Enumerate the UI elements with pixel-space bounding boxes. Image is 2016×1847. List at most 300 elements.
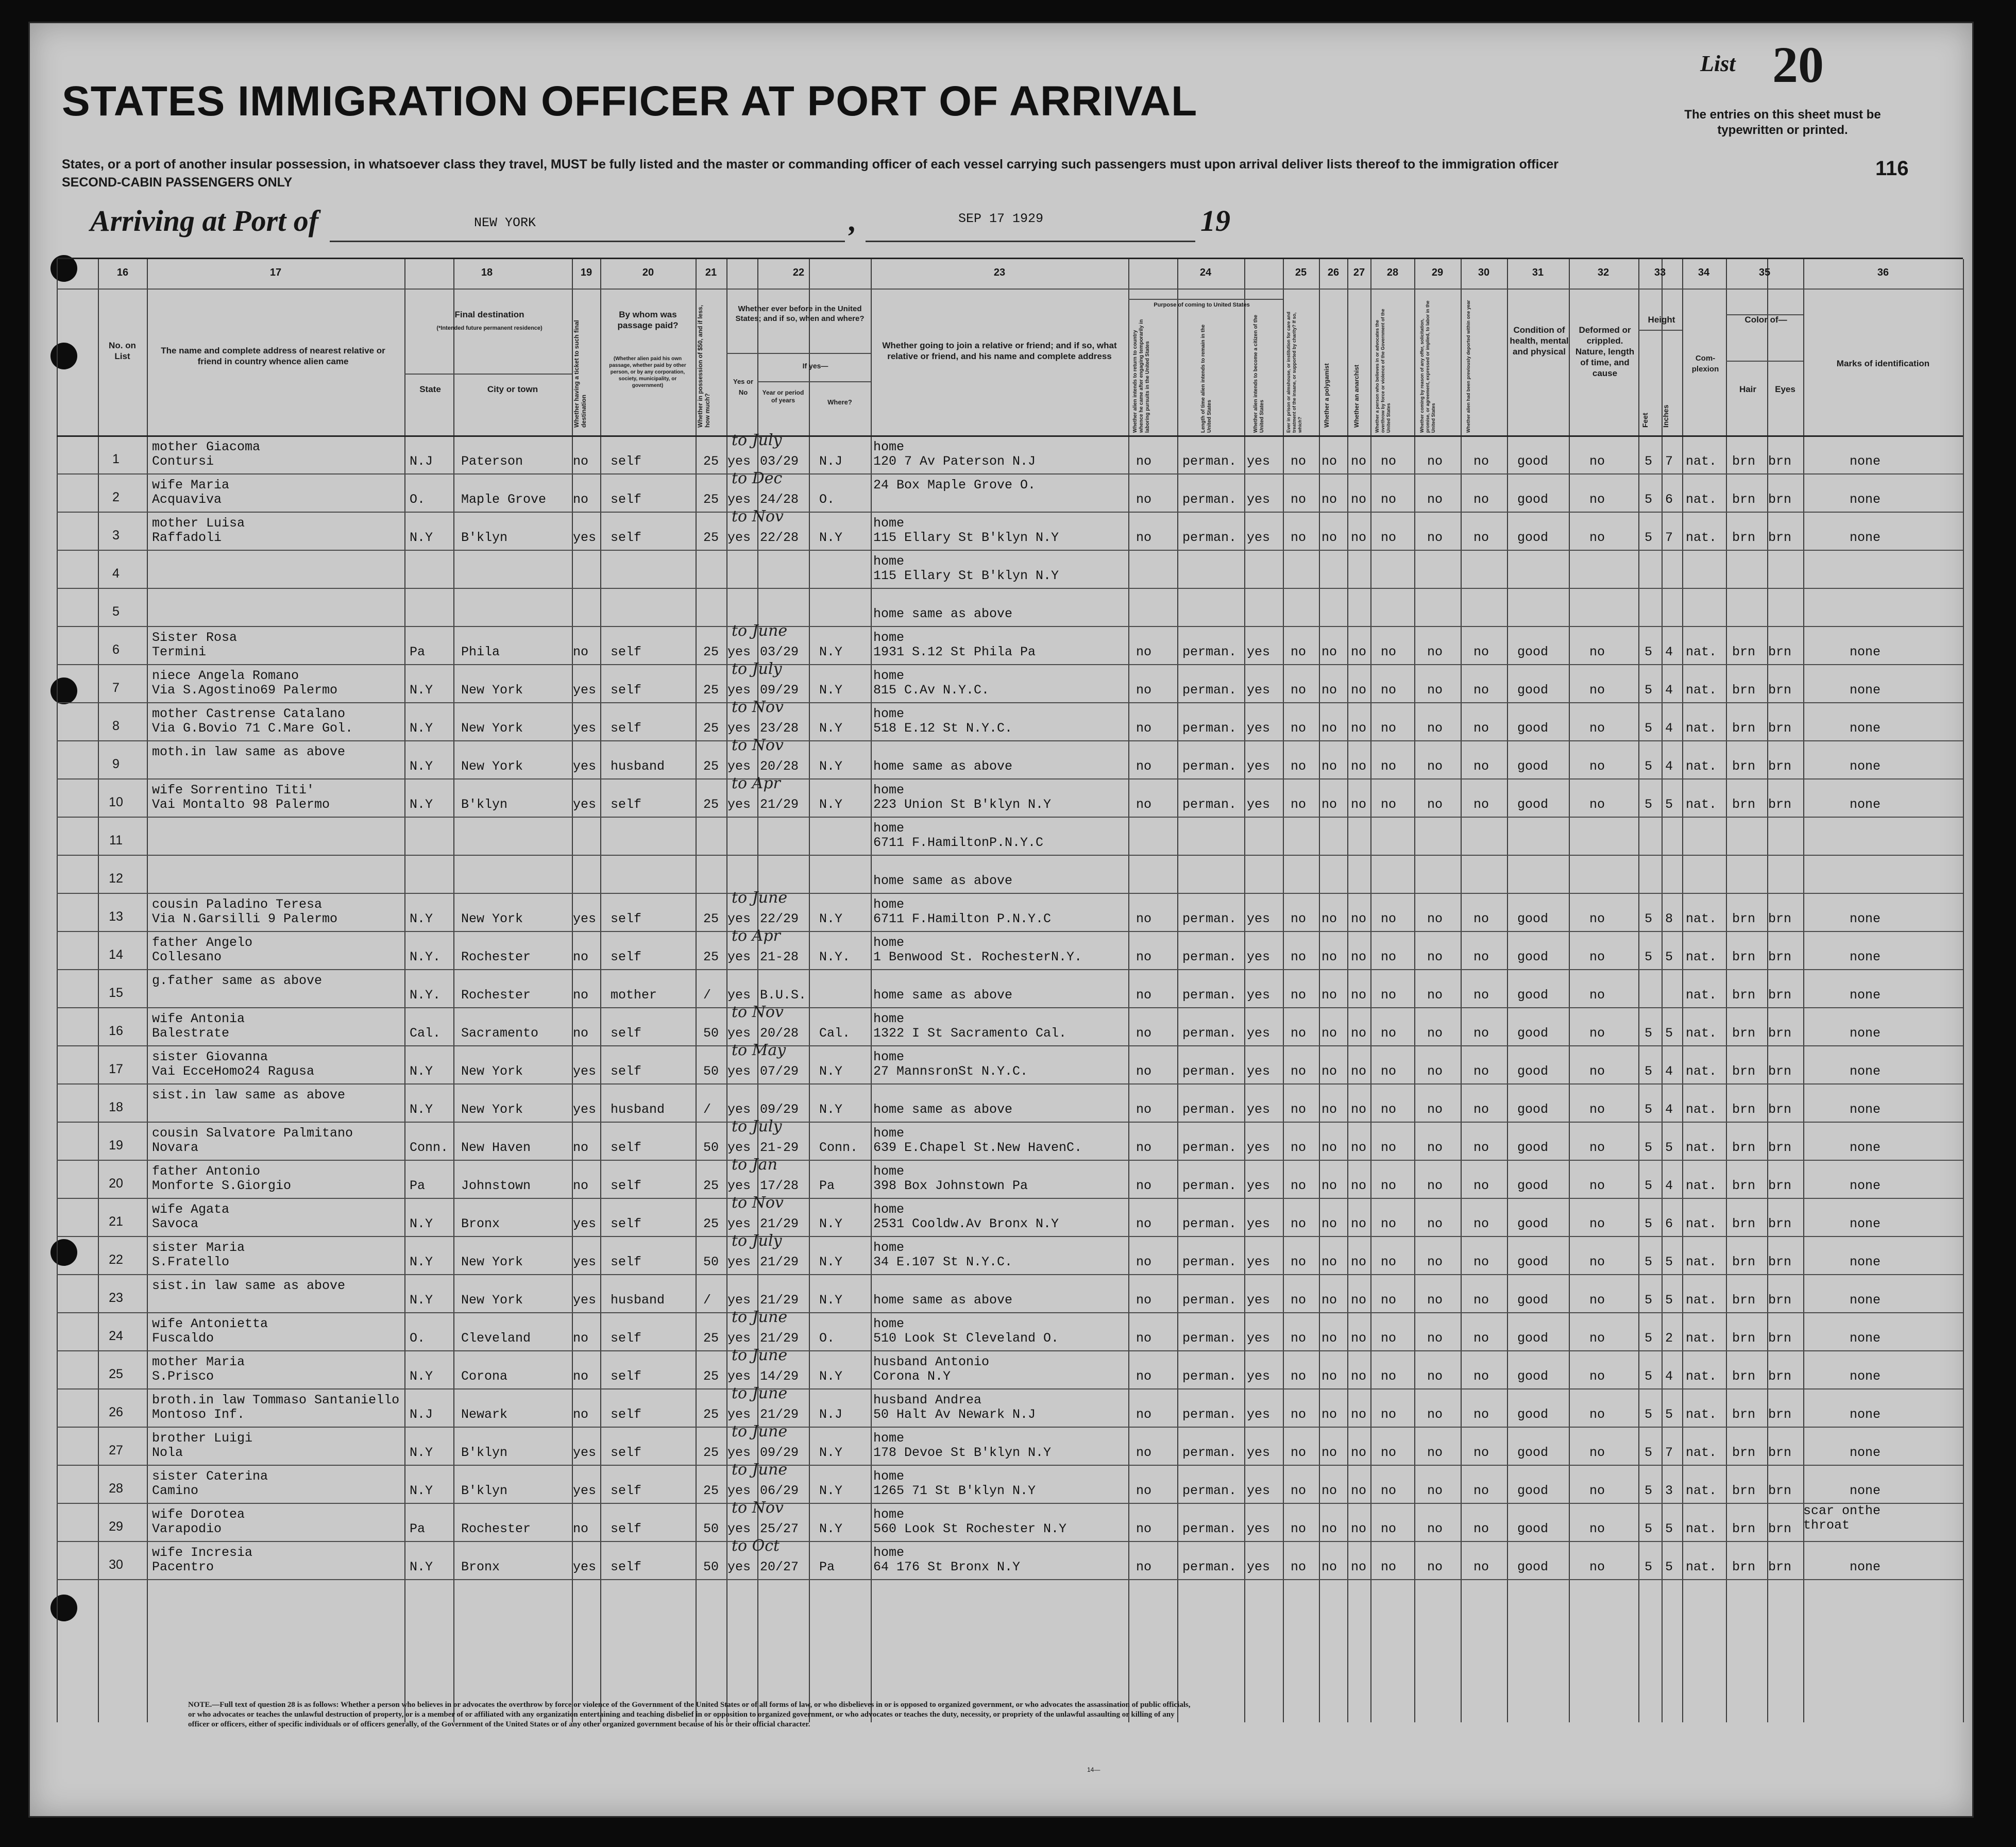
cell-relative-address: Montoso Inf. [152, 1407, 245, 1422]
cell-prison: no [1291, 1560, 1307, 1574]
cell-deformed: no [1589, 1026, 1605, 1041]
cell-before-us: yes [727, 1369, 751, 1384]
cell-eyes: brn [1768, 1560, 1792, 1574]
cell-deformed: no [1589, 1255, 1605, 1269]
cell-relative-name: sister Giovanna [152, 1049, 268, 1064]
cell-deported: no [1473, 492, 1489, 507]
cell-purpose-return: no [1136, 645, 1152, 659]
cell-purpose-length: perman. [1182, 1369, 1237, 1384]
cell-before-year: 20/27 [760, 1560, 799, 1574]
cell-purpose-return: no [1136, 1216, 1152, 1231]
cell-hair: brn [1732, 683, 1756, 698]
cell-height-feet: 5 [1645, 1483, 1653, 1498]
cell-money: 25 [703, 1369, 719, 1384]
cell-relative-address: S.Fratello [152, 1255, 230, 1269]
cell-marks: none [1850, 683, 1881, 698]
cell-before-year: 21/29 [760, 1255, 799, 1269]
cell-anarchist: no [1351, 1255, 1367, 1269]
cell-before-us: yes [727, 1560, 751, 1574]
cell-dest-state: N.J [410, 1407, 433, 1422]
cell-hair: brn [1732, 950, 1756, 964]
cell-joining-line-1: home [873, 783, 905, 798]
cell-paid-by: husband [611, 1293, 665, 1308]
cell-money: / [703, 1102, 711, 1117]
cell-money: 25 [703, 759, 719, 774]
cell-before-where: N.Y [819, 797, 843, 812]
cell-relative-name: mother Castrense Catalano [152, 706, 346, 721]
cell-height-feet: 5 [1645, 530, 1653, 545]
cell-eyes: brn [1768, 492, 1792, 507]
row-number: 26 [109, 1405, 123, 1419]
cell-eyes: brn [1768, 1369, 1792, 1384]
cell-govt: no [1381, 1064, 1397, 1079]
cell-purpose-length: perman. [1182, 1102, 1237, 1117]
cell-purpose-return: no [1136, 492, 1152, 507]
cell-height-inches: 7 [1665, 530, 1673, 545]
row-number: 5 [112, 604, 120, 619]
row-number: 9 [112, 757, 120, 771]
cell-before-where: N.Y [819, 1445, 843, 1460]
cell-govt: no [1381, 1407, 1397, 1422]
cell-joining-line-1: husband Antonio [873, 1354, 990, 1369]
handwritten-annotation: to Jan [732, 1156, 777, 1174]
cell-before-year: 21/29 [760, 1293, 799, 1308]
cell-joining-line-1: home [873, 1507, 905, 1522]
cell-purpose-citizen: yes [1247, 645, 1270, 659]
cell-polygamist: no [1322, 530, 1337, 545]
cell-joining-line-2: home same as above [873, 988, 1013, 1003]
cell-height-feet: 5 [1645, 1521, 1653, 1536]
header-destination-note: (*Intended future permanent residence) [436, 325, 543, 331]
cell-anarchist: no [1351, 759, 1367, 774]
cell-money: / [703, 988, 711, 1003]
cell-eyes: brn [1768, 1445, 1792, 1460]
cell-dest-state: O. [410, 1331, 426, 1346]
header-joining: Whether going to join a relative or friend; and if so, what relative or friend, and his name and complete address [882, 341, 1117, 361]
cell-polygamist: no [1322, 1407, 1337, 1422]
cell-ticket: yes [573, 1483, 597, 1498]
cell-height-inches: 3 [1665, 1483, 1673, 1498]
cell-health: good [1517, 1407, 1549, 1422]
cell-purpose-return: no [1136, 1064, 1152, 1079]
cell-complexion: nat. [1686, 645, 1717, 659]
cell-relative-name: sister Caterina [152, 1469, 268, 1484]
cell-dest-city: Paterson [461, 454, 523, 469]
cell-contract: no [1427, 1560, 1443, 1574]
cell-health: good [1517, 1369, 1549, 1384]
cell-contract: no [1427, 759, 1443, 774]
cell-deformed: no [1589, 1369, 1605, 1384]
cell-height-inches: 4 [1665, 1064, 1673, 1079]
cell-polygamist: no [1322, 1064, 1337, 1079]
cell-deformed: no [1589, 1293, 1605, 1308]
cell-govt: no [1381, 1521, 1397, 1536]
cell-purpose-citizen: yes [1247, 911, 1270, 926]
cell-polygamist: no [1322, 759, 1337, 774]
cell-paid-by: self [611, 1407, 642, 1422]
cell-purpose-length: perman. [1182, 645, 1237, 659]
cell-deported: no [1473, 683, 1489, 698]
handwritten-annotation: to July [732, 1117, 782, 1136]
cell-paid-by: self [611, 1521, 642, 1536]
cell-height-inches: 5 [1665, 1407, 1673, 1422]
cell-before-where: N.Y [819, 759, 843, 774]
column-rule [1963, 259, 1964, 1722]
cell-before-year: 21/29 [760, 1407, 799, 1422]
cell-ticket: yes [573, 911, 597, 926]
cell-paid-by: self [611, 530, 642, 545]
cell-dest-city: New Haven [461, 1140, 531, 1155]
cell-complexion: nat. [1686, 1331, 1717, 1346]
row-rule [57, 931, 1963, 932]
cell-dest-city: New York [461, 1255, 523, 1269]
cell-money: 50 [703, 1255, 719, 1269]
row-number: 21 [109, 1214, 123, 1229]
cell-govt: no [1381, 1140, 1397, 1155]
cell-complexion: nat. [1686, 1178, 1717, 1193]
row-rule [57, 664, 1963, 665]
cell-polygamist: no [1322, 1483, 1337, 1498]
cell-purpose-citizen: yes [1247, 683, 1270, 698]
cell-prison: no [1291, 645, 1307, 659]
cell-joining-line-1: home [873, 668, 905, 683]
column-number: 18 [481, 267, 493, 278]
cell-before-us: yes [727, 950, 751, 964]
cell-joining-line-1: home [873, 554, 905, 569]
cell-before-year: 09/29 [760, 1102, 799, 1117]
cell-deformed: no [1589, 911, 1605, 926]
cell-dest-city: New York [461, 1293, 523, 1308]
cell-complexion: nat. [1686, 1407, 1717, 1422]
cell-dest-state: Pa [410, 645, 426, 659]
cell-govt: no [1381, 1483, 1397, 1498]
cell-complexion: nat. [1686, 911, 1717, 926]
cell-height-feet: 5 [1645, 492, 1653, 507]
cell-relative-name: wife Maria [152, 478, 230, 493]
cell-money: 50 [703, 1064, 719, 1079]
row-rule [57, 1236, 1963, 1237]
cell-contract: no [1427, 492, 1443, 507]
cell-height-inches: 5 [1665, 1521, 1673, 1536]
cell-joining-line-1: home [873, 935, 905, 950]
cell-height-inches: 4 [1665, 1102, 1673, 1117]
cell-height-inches: 5 [1665, 1560, 1673, 1574]
cell-purpose-length: perman. [1182, 1255, 1237, 1269]
cell-anarchist: no [1351, 911, 1367, 926]
cell-complexion: nat. [1686, 530, 1717, 545]
cell-dest-city: New York [461, 1102, 523, 1117]
cell-prison: no [1291, 1216, 1307, 1231]
cell-height-feet: 5 [1645, 454, 1653, 469]
cell-purpose-return: no [1136, 1178, 1152, 1193]
cell-purpose-citizen: yes [1247, 454, 1270, 469]
handwritten-annotation: to June [732, 622, 788, 640]
cell-complexion: nat. [1686, 950, 1717, 964]
cell-purpose-return: no [1136, 1560, 1152, 1574]
cell-polygamist: no [1322, 1293, 1337, 1308]
cell-eyes: brn [1768, 1140, 1792, 1155]
cell-polygamist: no [1322, 1140, 1337, 1155]
cell-marks: none [1850, 911, 1881, 926]
cell-ticket: yes [573, 530, 597, 545]
handwritten-annotation: to June [732, 1346, 788, 1364]
cell-prison: no [1291, 1064, 1307, 1079]
cell-before-us: yes [727, 1521, 751, 1536]
cell-govt: no [1381, 1445, 1397, 1460]
cell-prison: no [1291, 454, 1307, 469]
cell-eyes: brn [1768, 1102, 1792, 1117]
cell-prison: no [1291, 950, 1307, 964]
cell-purpose-return: no [1136, 530, 1152, 545]
cell-deformed: no [1589, 1407, 1605, 1422]
cell-deformed: no [1589, 1178, 1605, 1193]
cell-marks: none [1850, 1140, 1881, 1155]
cell-relative-name: father Antonio [152, 1164, 261, 1179]
cell-complexion: nat. [1686, 454, 1717, 469]
cell-eyes: brn [1768, 759, 1792, 774]
cell-complexion: nat. [1686, 1445, 1717, 1460]
cell-deported: no [1473, 454, 1489, 469]
handwritten-annotation: to Nov [732, 698, 784, 716]
cell-contract: no [1427, 911, 1443, 926]
cell-relative-address: Raffadoli [152, 530, 222, 545]
cell-before-year: 25/27 [760, 1521, 799, 1536]
cell-eyes: brn [1768, 1483, 1792, 1498]
cell-joining-line-2: 1322 I St Sacramento Cal. [873, 1026, 1067, 1041]
cell-joining-line-2: 560 Look St Rochester N.Y [873, 1521, 1067, 1536]
cell-health: good [1517, 492, 1549, 507]
row-rule [57, 1007, 1963, 1008]
cell-before-year: 06/29 [760, 1483, 799, 1498]
cell-polygamist: no [1322, 1369, 1337, 1384]
cell-marks: none [1850, 1483, 1881, 1498]
cell-joining-line-2: home same as above [873, 759, 1013, 774]
cell-purpose-length: perman. [1182, 492, 1237, 507]
cell-money: 50 [703, 1521, 719, 1536]
cell-paid-by: self [611, 1216, 642, 1231]
cell-height-inches: 5 [1665, 1255, 1673, 1269]
cell-relative-address: S.Prisco [152, 1369, 214, 1384]
cell-purpose-length: perman. [1182, 530, 1237, 545]
cell-money: 25 [703, 683, 719, 698]
cell-relative-name: mother Luisa [152, 516, 245, 531]
cell-dest-city: Newark [461, 1407, 508, 1422]
cell-deported: no [1473, 1293, 1489, 1308]
cell-purpose-return: no [1136, 1331, 1152, 1346]
header-anarchist: Whether an anarchist [1353, 364, 1360, 428]
header-health: Condition of health, mental and physical [1510, 325, 1569, 357]
cell-purpose-length: perman. [1182, 1407, 1237, 1422]
cell-relative-name: wife Antonietta [152, 1316, 268, 1331]
cell-contract: no [1427, 988, 1443, 1003]
row-rule [57, 1045, 1963, 1046]
cell-before-year: 20/28 [760, 759, 799, 774]
cell-marks: none [1850, 454, 1881, 469]
cell-anarchist: no [1351, 1064, 1367, 1079]
row-number: 17 [109, 1062, 123, 1076]
cell-joining-line-1: home [873, 1240, 905, 1255]
cell-complexion: nat. [1686, 1560, 1717, 1574]
row-rule [57, 1160, 1963, 1161]
cell-money: 25 [703, 645, 719, 659]
cell-dest-state: N.Y [410, 759, 433, 774]
row-number: 6 [112, 642, 120, 657]
row-number: 25 [109, 1367, 123, 1381]
handwritten-annotation: to Apr [732, 774, 781, 792]
cell-paid-by: self [611, 1445, 642, 1460]
row-rule [57, 740, 1963, 741]
cell-joining-line-1: home [873, 1011, 905, 1026]
cell-eyes: brn [1768, 950, 1792, 964]
cell-before-where: O. [819, 492, 835, 507]
cell-before-year: 22/29 [760, 911, 799, 926]
cell-govt: no [1381, 1331, 1397, 1346]
cell-height-feet: 5 [1645, 797, 1653, 812]
column-number: 36 [1877, 267, 1889, 278]
cell-govt: no [1381, 797, 1397, 812]
cell-relative-address: Varapodio [152, 1521, 222, 1536]
cell-purpose-citizen: yes [1247, 1331, 1270, 1346]
cell-paid-by: self [611, 454, 642, 469]
cell-hair: brn [1732, 1369, 1756, 1384]
cell-prison: no [1291, 1178, 1307, 1193]
cell-ticket: no [573, 1407, 589, 1422]
cell-money: 25 [703, 1331, 719, 1346]
cell-anarchist: no [1351, 721, 1367, 736]
cell-ticket: yes [573, 721, 597, 736]
column-number: 27 [1353, 267, 1365, 278]
cell-money: 25 [703, 454, 719, 469]
typewritten-note: The entries on this sheet must be typewritten or printed. [1684, 108, 1881, 137]
list-label: List [1700, 51, 1736, 76]
cell-polygamist: no [1322, 950, 1337, 964]
cell-health: good [1517, 1255, 1549, 1269]
cell-height-inches: 4 [1665, 721, 1673, 736]
cell-relative-address: Nola [152, 1445, 183, 1460]
cell-hair: brn [1732, 1102, 1756, 1117]
cell-height-feet: 5 [1645, 1178, 1653, 1193]
cell-health: good [1517, 1331, 1549, 1346]
cell-contract: no [1427, 1483, 1443, 1498]
cell-complexion: nat. [1686, 988, 1717, 1003]
cell-hair: brn [1732, 1178, 1756, 1193]
comma: , [849, 204, 857, 238]
cell-polygamist: no [1322, 1216, 1337, 1231]
column-number: 34 [1698, 267, 1710, 278]
cell-relative-address: Vai EcceHomo24 Ragusa [152, 1064, 315, 1079]
cell-complexion: nat. [1686, 1521, 1717, 1536]
cell-joining-line-2: 398 Box Johnstown Pa [873, 1178, 1028, 1193]
cell-contract: no [1427, 1178, 1443, 1193]
row-number: 3 [112, 528, 120, 543]
cell-relative-name: mother Giacoma [152, 439, 261, 454]
cell-dest-state: N.J [410, 454, 433, 469]
row-rule [57, 473, 1963, 475]
cell-before-us: yes [727, 911, 751, 926]
cell-deformed: no [1589, 759, 1605, 774]
cell-before-us: yes [727, 1026, 751, 1041]
cell-purpose-citizen: yes [1247, 1560, 1270, 1574]
cell-joining-line-2: home same as above [873, 606, 1013, 621]
cell-polygamist: no [1322, 797, 1337, 812]
header-final-destination: Final destination [454, 310, 524, 319]
cell-govt: no [1381, 950, 1397, 964]
cell-joining-line-2: 1265 71 St B'klyn N.Y [873, 1483, 1036, 1498]
cell-hair: brn [1732, 759, 1756, 774]
cell-prison: no [1291, 1445, 1307, 1460]
cell-height-inches: 7 [1665, 1445, 1673, 1460]
cell-complexion: nat. [1686, 492, 1717, 507]
cell-eyes: brn [1768, 1255, 1792, 1269]
cell-anarchist: no [1351, 1102, 1367, 1117]
cell-marks: scar onthe throat [1803, 1503, 1881, 1533]
cell-purpose-length: perman. [1182, 1293, 1237, 1308]
cell-before-year: B.U.S. [760, 988, 807, 1003]
cell-before-where: Cal. [819, 1026, 851, 1041]
cell-anarchist: no [1351, 988, 1367, 1003]
cell-ticket: no [573, 645, 589, 659]
cell-complexion: nat. [1686, 1483, 1717, 1498]
cell-marks: none [1850, 1331, 1881, 1346]
cell-relative-address: Via N.Garsilli 9 Palermo [152, 911, 338, 926]
cell-contract: no [1427, 1102, 1443, 1117]
cell-paid-by: self [611, 1369, 642, 1384]
cell-relative-address: Savoca [152, 1216, 199, 1231]
cell-eyes: brn [1768, 1026, 1792, 1041]
cell-before-us: yes [727, 1407, 751, 1422]
instructions-text: States, or a port of another insular possession, in whatsoever class they travel, MUST be fully listed and the master or commanding officer of each vessel carrying such passengers must upon arrival deliver lists thereof to the immigration officer [62, 157, 1558, 172]
handwritten-annotation: to June [732, 889, 788, 907]
cell-deformed: no [1589, 492, 1605, 507]
cell-paid-by: self [611, 683, 642, 698]
cell-before-us: yes [727, 1331, 751, 1346]
cell-dest-state: N.Y [410, 797, 433, 812]
handwritten-annotation: to Nov [732, 736, 784, 754]
cell-hair: brn [1732, 1445, 1756, 1460]
cell-before-us: yes [727, 1216, 751, 1231]
cell-relative-address: Via S.Agostino69 Palermo [152, 683, 338, 698]
header-paid-by-note: (Whether alien paid his own passage, whether paid by other person, or by any corporation, society, municipality, or government) [609, 356, 686, 388]
cell-joining-line-1: home [873, 1545, 905, 1560]
cell-before-us: yes [727, 1064, 751, 1079]
cell-before-where: N.Y. [819, 950, 851, 964]
cell-prison: no [1291, 911, 1307, 926]
cell-joining-line-2: 50 Halt Av Newark N.J [873, 1407, 1036, 1422]
cell-before-us: yes [727, 1293, 751, 1308]
header-paid-by: By whom was passage paid? [617, 310, 679, 330]
cell-before-year: 09/29 [760, 683, 799, 698]
cell-hair: brn [1732, 1026, 1756, 1041]
cell-prison: no [1291, 759, 1307, 774]
cell-before-year: 20/28 [760, 1026, 799, 1041]
cell-relative-name: cousin Salvatore Palmitano [152, 1126, 353, 1141]
header-color-of: Color of— [1744, 315, 1787, 325]
cell-prison: no [1291, 1102, 1307, 1117]
cell-anarchist: no [1351, 797, 1367, 812]
cell-height-feet: 5 [1645, 1064, 1653, 1079]
cell-relative-address: Monforte S.Giorgio [152, 1178, 292, 1193]
column-number: 20 [642, 267, 654, 278]
cell-purpose-citizen: yes [1247, 1483, 1270, 1498]
column-number: 17 [269, 267, 282, 278]
cell-eyes: brn [1768, 1407, 1792, 1422]
cell-height-feet: 5 [1645, 1407, 1653, 1422]
cell-deformed: no [1589, 683, 1605, 698]
cell-purpose-citizen: yes [1247, 1064, 1270, 1079]
cell-ticket: yes [573, 797, 597, 812]
row-number: 27 [109, 1443, 123, 1458]
row-number: 28 [109, 1481, 123, 1496]
